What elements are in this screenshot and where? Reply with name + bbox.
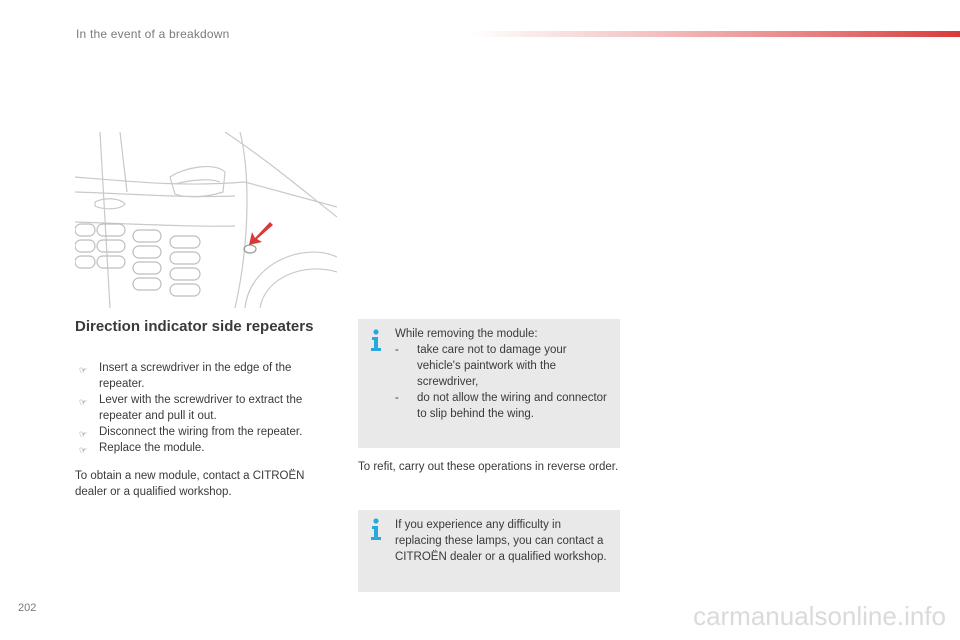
chapter-title: In the event of a breakdown <box>76 27 230 41</box>
refit-text: To refit, carry out these operations in reverse order. <box>358 461 619 473</box>
info-icon <box>368 329 384 351</box>
pointer-bullet-icon: ☞ <box>79 397 88 407</box>
car-side-repeater-illustration <box>75 132 337 308</box>
page-number: 202 <box>18 602 37 614</box>
list-item: ☞ Disconnect the wiring from the repeater. <box>75 424 325 440</box>
info-box-dealer <box>358 510 620 592</box>
info-intro: While removing the module: <box>395 328 538 340</box>
new-module-note: To obtain a new module, contact a CITROËN dealer or a qualified workshop. <box>75 470 305 498</box>
info-box-dealer-text: If you experience any difficulty in replacing these lamps, you can contact a CITROËN dealer or a qualified workshop. <box>395 519 607 563</box>
list-item: - do not allow the wiring and connector to slip behind the wing. <box>395 392 607 420</box>
dash-marker: - <box>395 392 399 404</box>
header-accent-bar <box>470 31 960 37</box>
list-item: ☞ Replace the module. <box>75 440 325 456</box>
dash-marker: - <box>395 344 399 356</box>
info-box-removal <box>358 319 620 448</box>
watermark: carmanualsonline.info <box>693 601 946 631</box>
step-list <box>75 360 325 456</box>
info-box-removal-text <box>395 326 610 422</box>
list-item: ☞ Insert a screwdriver in the edge of the repeater. <box>79 362 292 390</box>
pointer-bullet-icon: ☞ <box>79 445 88 455</box>
info-icon <box>368 518 384 540</box>
list-item: - take care not to damage your vehicle's paintwork with the screwdriver, <box>395 344 567 388</box>
pointer-bullet-icon: ☞ <box>79 365 88 375</box>
pointer-bullet-icon: ☞ <box>79 429 88 439</box>
section-title: Direction indicator side repeaters <box>75 318 314 335</box>
list-item: ☞ Lever with the screwdriver to extract the repeater and pull it out. <box>79 394 303 422</box>
